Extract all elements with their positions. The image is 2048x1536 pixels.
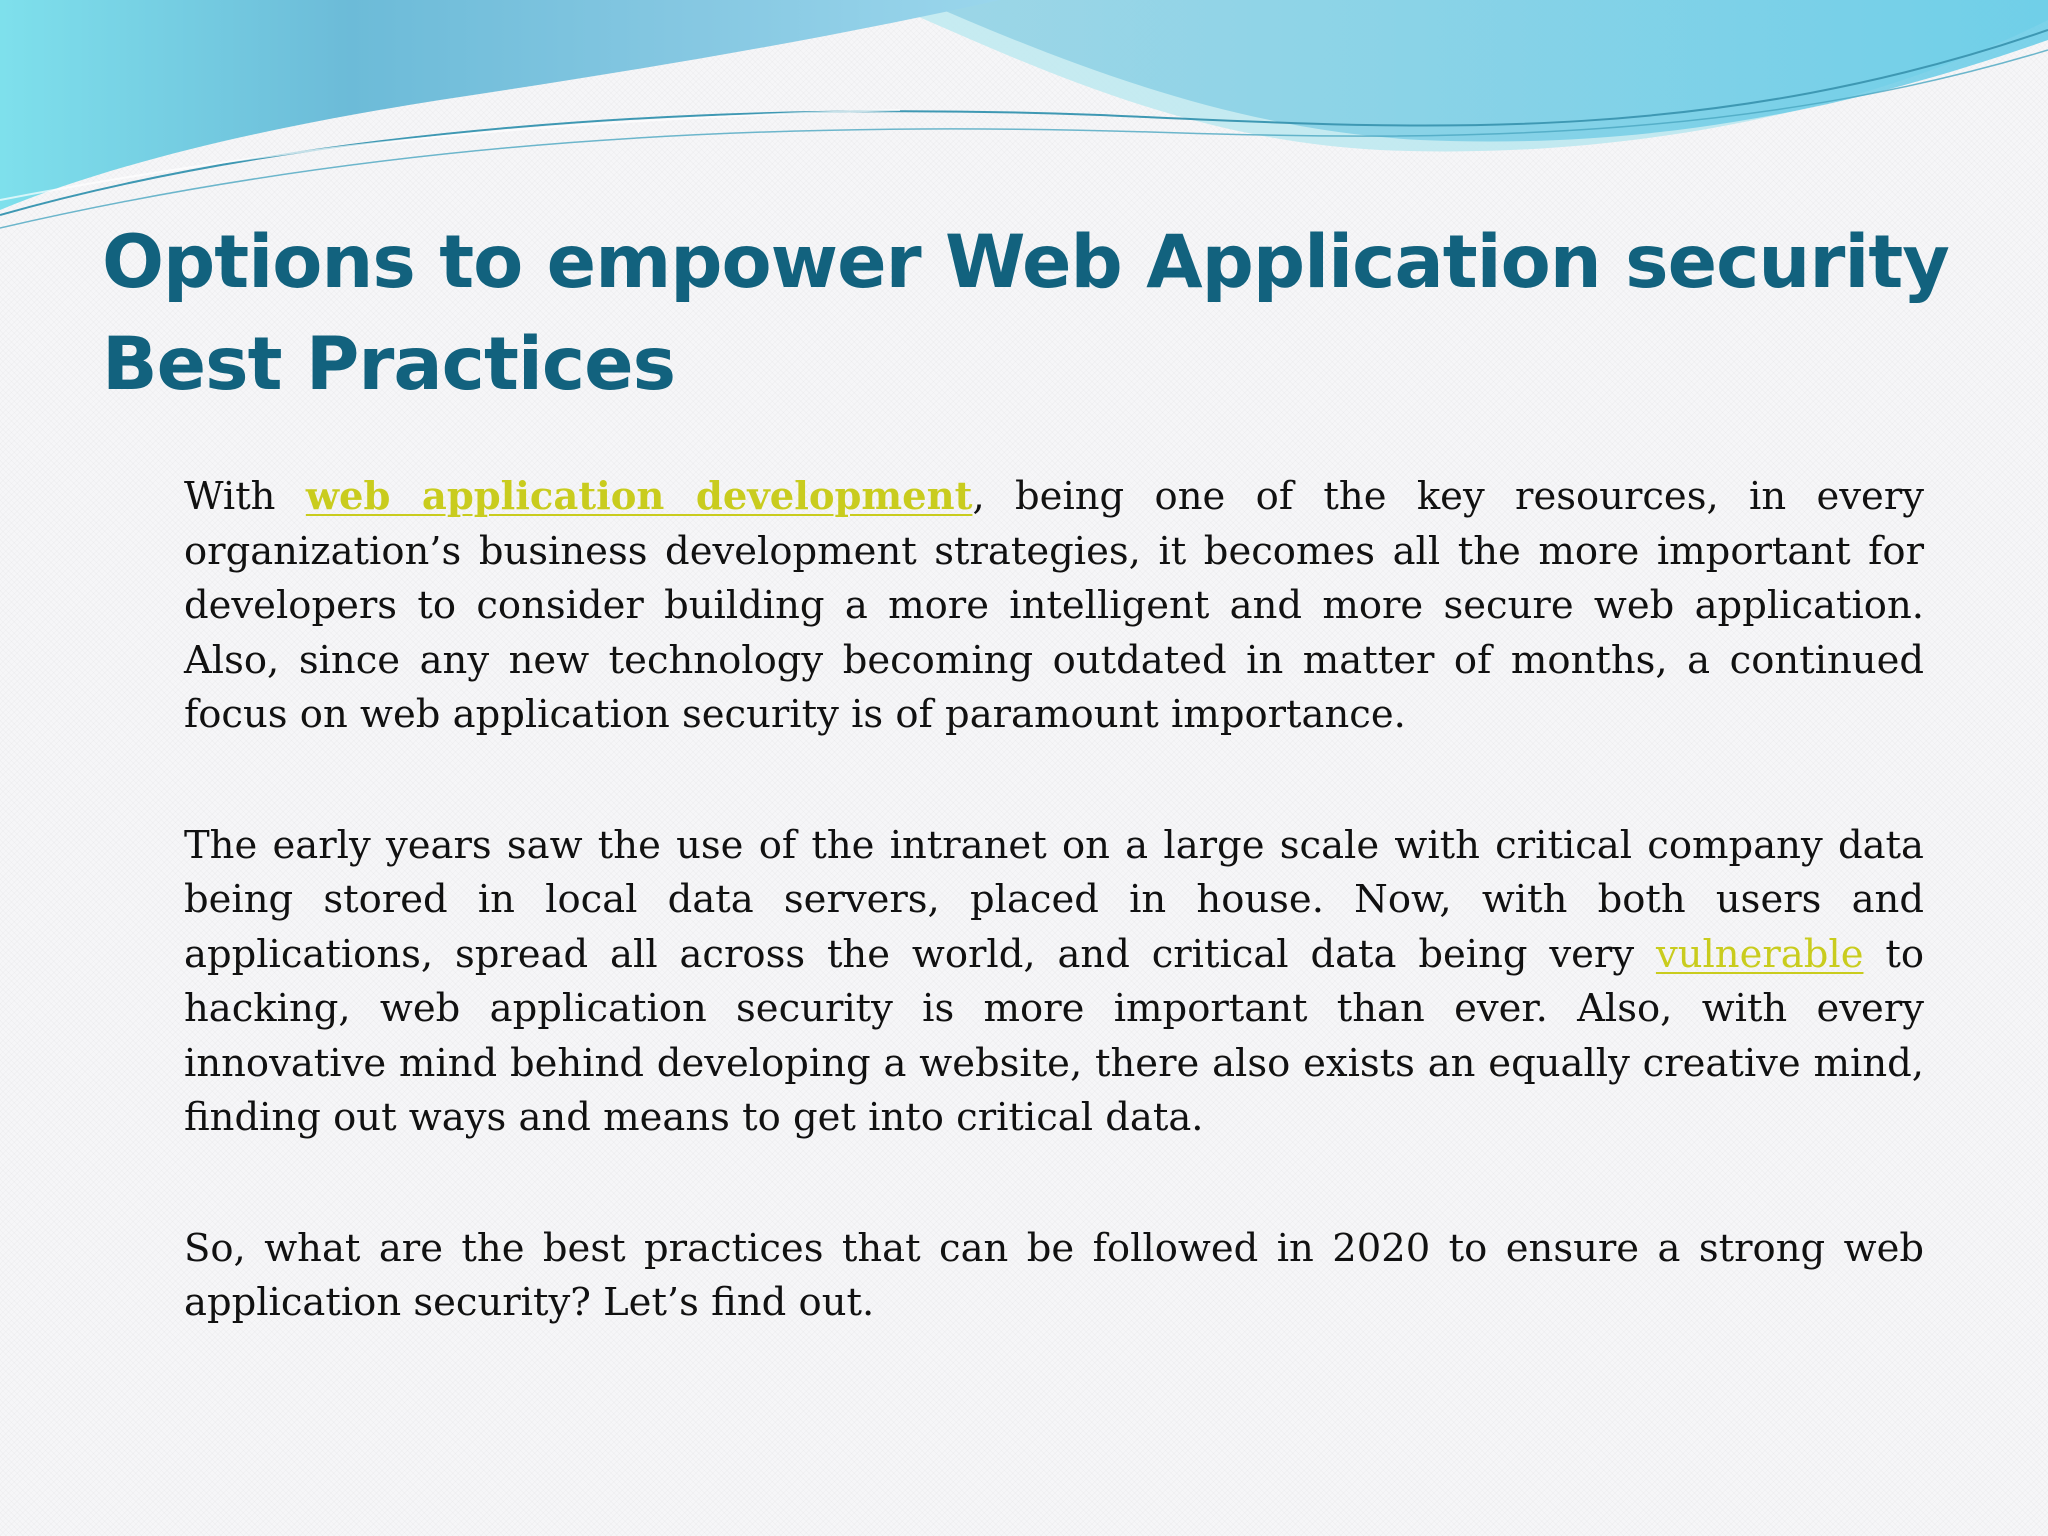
paragraph-3: So, what are the best practices that can be followed in 2020 to ensure a strong web application security? Let’s find out. [184, 1225, 1924, 1325]
paragraph-1-text-before: With [184, 474, 306, 519]
web-application-development-link[interactable]: web application development [305, 474, 973, 519]
paragraph-1-text-after: , being one of the key resources, in every organization’s business development strategies, it becomes all the more important for developers to consider building a more intelligent and more secure web application. Also, since any new technology becoming outdated in matter of months, a continued focus on web application security is of paramount importance. [184, 474, 1924, 737]
paragraph-2-text-after: to hacking, web application security is more important than ever. Also, with every innovative mind behind developing a website, there also exists an equally creative mind, finding out ways and means to get into critical data. [184, 931, 1924, 1140]
vulnerable-link[interactable]: vulnerable [1655, 931, 1864, 977]
paragraph-2 [184, 819, 1924, 1146]
slide-title: Options to empower Web Application security Best Practices [102, 220, 1949, 407]
header-wave-decoration [0, 0, 2048, 240]
slide-body [184, 470, 1924, 1407]
paragraph-1 [184, 470, 1924, 743]
paragraph-2-text-before: The early years saw the use of the intranet on a large scale with critical company data being stored in local data servers, placed in house. Now, with both users and applications, spread all across the world, and critical data being very [184, 822, 1924, 977]
